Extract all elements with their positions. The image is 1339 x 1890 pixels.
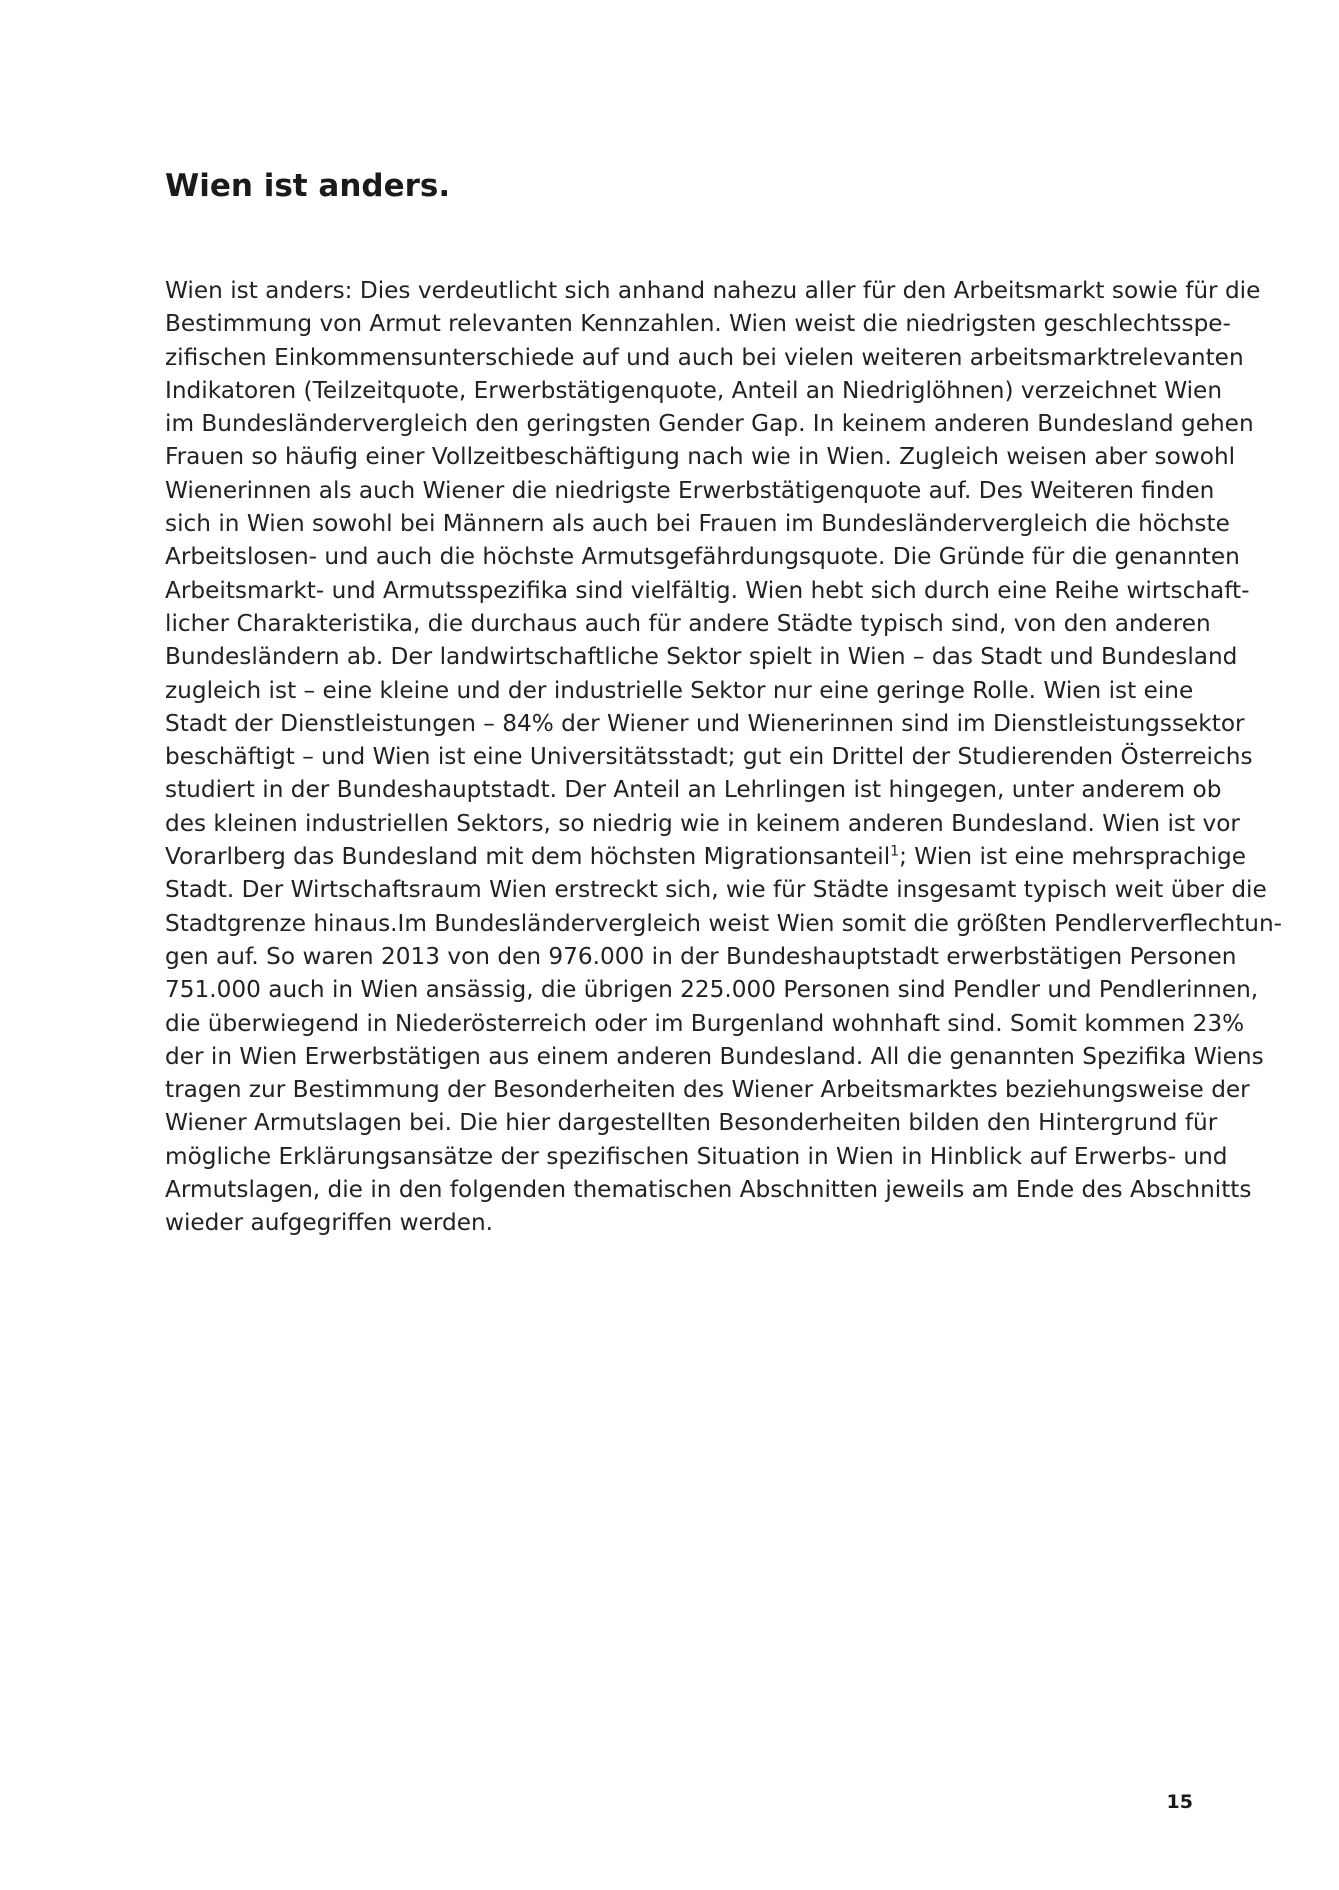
paragraph-line: Wiener Armutslagen bei. Die hier dargestellten Besonderheiten bilden den Hintergrund für (165, 1109, 1218, 1137)
paragraph-line: die überwiegend in Niederösterreich oder im Burgenland wohnhaft sind. Somit kommen 23% (165, 1009, 1245, 1037)
migration-text-before: Vorarlberg das Bundesland mit dem höchsten Migrationsanteil (165, 843, 891, 871)
paragraph-lines-part-1 (165, 274, 1261, 840)
paragraph-line: studiert in der Bundeshauptstadt. Der Anteil an Lehrlingen ist hingegen, unter anderem ob (165, 776, 1222, 804)
section-heading: Wien ist anders. (165, 168, 451, 204)
paragraph-line: des kleinen industriellen Sektors, so niedrig wie in keinem anderen Bundesland. Wien ist vor (165, 809, 1240, 837)
paragraph-line: zifischen Einkommensunterschiede auf und auch bei vielen weiteren arbeitsmarktrelevanten (165, 343, 1244, 371)
page-number: 15 (1166, 1791, 1193, 1813)
paragraph-line: 751.000 auch in Wien ansässig, die übrigen 225.000 Personen sind Pendler und Pendlerinnen, (165, 976, 1259, 1004)
paragraph-line: Armutslagen, die in den folgenden thematischen Abschnitten jeweils am Ende des Abschnitts (165, 1176, 1252, 1204)
paragraph-line: tragen zur Bestimmung der Besonderheiten des Wiener Arbeitsmarktes beziehungsweise der (165, 1076, 1250, 1104)
paragraph-line: Stadtgrenze hinaus.Im Bundesländervergleich weist Wien somit die größten Pendlerverflechtun- (165, 909, 1283, 937)
footnote-reference[interactable]: 1 (890, 843, 900, 860)
paragraph-line: Bundesländern ab. Der landwirtschaftliche Sektor spielt in Wien – das Stadt und Bundesland (165, 643, 1238, 671)
paragraph-line: Wienerinnen als auch Wiener die niedrigste Erwerbstätigenquote auf. Des Weiteren finden (165, 476, 1215, 504)
migration-text-after: ; Wien ist eine mehrsprachige (899, 843, 1246, 871)
body-paragraph (165, 274, 1283, 1240)
paragraph-line: beschäftigt – und Wien ist eine Universitätsstadt; gut ein Drittel der Studierenden Österreichs (165, 743, 1253, 771)
paragraph-line: zugleich ist – eine kleine und der industrielle Sektor nur eine geringe Rolle. Wien ist eine (165, 676, 1194, 704)
paragraph-line: Stadt. Der Wirtschaftsraum Wien erstreckt sich, wie für Städte insgesamt typisch weit über die (165, 876, 1267, 904)
paragraph-line-migration (165, 840, 1246, 873)
paragraph-line: licher Charakteristika, die durchaus auch für andere Städte typisch sind, von den anderen (165, 609, 1211, 637)
paragraph-line: mögliche Erklärungsansätze der spezifischen Situation in Wien in Hinblick auf Erwerbs- und (165, 1142, 1228, 1170)
paragraph-line: sich in Wien sowohl bei Männern als auch bei Frauen im Bundesländervergleich die höchste (165, 510, 1230, 538)
paragraph-line: gen auf. So waren 2013 von den 976.000 in der Bundeshauptstadt erwerbstätigen Personen (165, 942, 1237, 970)
paragraph-line: Frauen so häufig einer Vollzeitbeschäftigung nach wie in Wien. Zugleich weisen aber sowohl (165, 443, 1236, 471)
paragraph-line: der in Wien Erwerbstätigen aus einem anderen Bundesland. All die genannten Spezifika Wiens (165, 1042, 1264, 1070)
paragraph-line: wieder aufgegriffen werden. (165, 1209, 494, 1237)
paragraph-lines-part-2 (165, 873, 1283, 1239)
paragraph-line: Bestimmung von Armut relevanten Kennzahlen. Wien weist die niedrigsten geschlechtsspe- (165, 310, 1231, 338)
paragraph-line: Wien ist anders: Dies verdeutlicht sich anhand nahezu aller für den Arbeitsmarkt sowie für die (165, 277, 1261, 304)
paragraph-line: Arbeitslosen- und auch die höchste Armutsgefährdungsquote. Die Gründe für die genannten (165, 543, 1240, 571)
paragraph-line: Stadt der Dienstleistungen – 84% der Wiener und Wienerinnen sind im Dienstleistungssektor (165, 709, 1245, 737)
paragraph-line: Indikatoren (Teilzeitquote, Erwerbstätigenquote, Anteil an Niedriglöhnen) verzeichnet Wien (165, 376, 1223, 404)
paragraph-line: im Bundesländervergleich den geringsten Gender Gap. In keinem anderen Bundesland gehen (165, 410, 1254, 438)
paragraph-line: Arbeitsmarkt- und Armutsspezifika sind vielfältig. Wien hebt sich durch eine Reihe wirtschaft- (165, 576, 1250, 604)
